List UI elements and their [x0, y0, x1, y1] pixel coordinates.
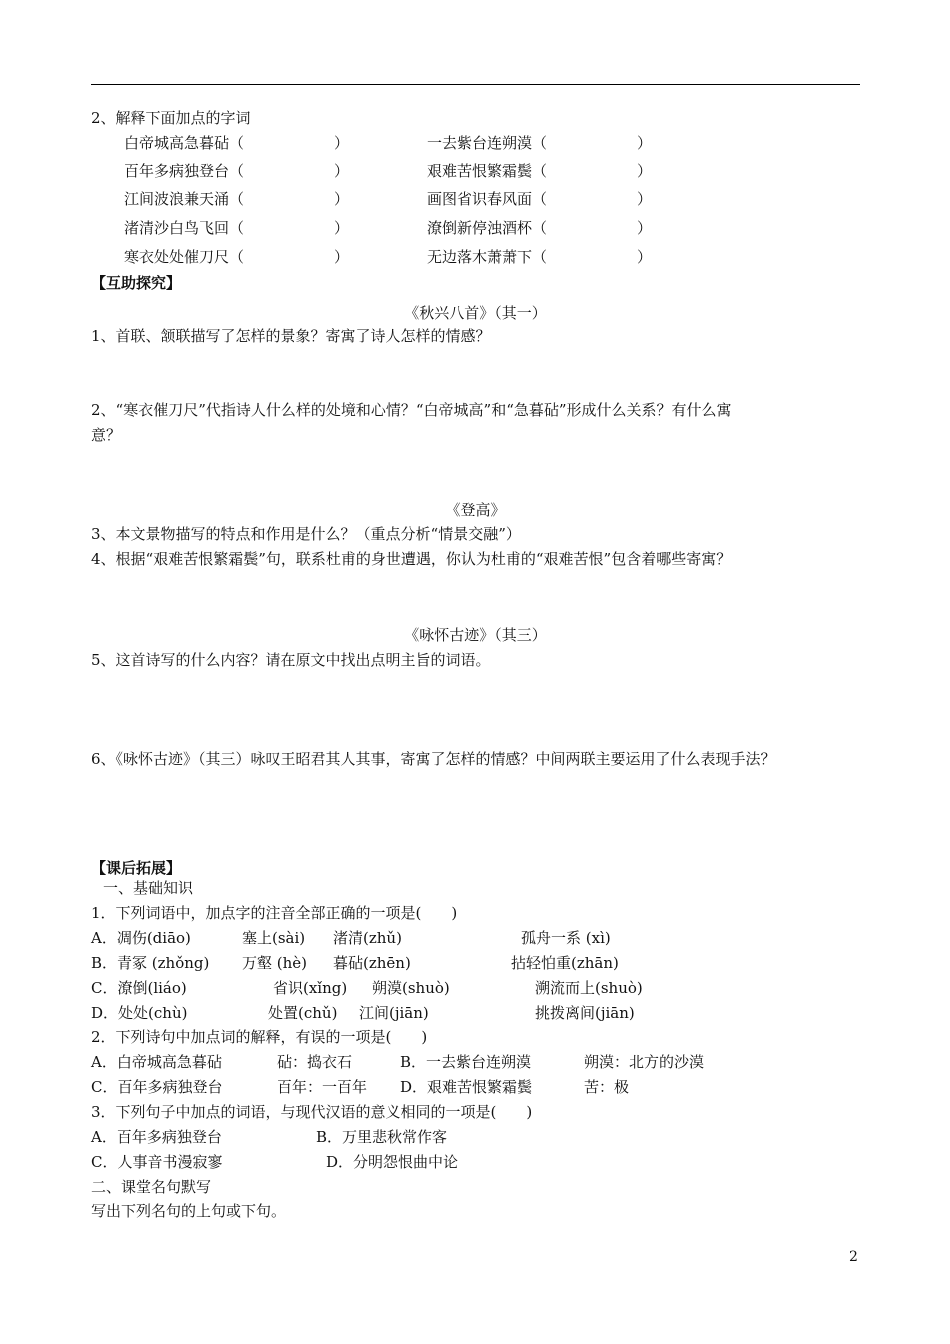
vocab-left-5: 寒衣处处催刀尺（ ）	[124, 248, 350, 266]
poem-title-yonghuai: 《咏怀古迹》（其三）	[404, 626, 547, 644]
vocab-right-5: 无边落木萧萧下（ ）	[427, 248, 653, 266]
mc3-option-a: A．百年多病独登台	[91, 1128, 222, 1146]
vocab-right-3: 画图省识春风面（ ）	[427, 190, 653, 208]
mc1-option-a-3: 渚清(zhǔ)	[333, 929, 402, 947]
mc1-option-a-4: 孤舟一系 (xì)	[521, 929, 611, 947]
vocab-right-1: 一去紫台连朔漠（ ）	[427, 134, 653, 152]
mc2-option-d-gloss: 苦：极	[584, 1078, 630, 1096]
mc3-option-d: D．分明怨恨曲中论	[326, 1153, 459, 1171]
mc2-option-b-gloss: 朔漠：北方的沙漠	[584, 1053, 705, 1071]
mc3-option-b: B．万里悲秋常作客	[316, 1128, 448, 1146]
poem-title-denggao: 《登高》	[445, 501, 506, 519]
poem-title-qiuxing: 《秋兴八首》（其一）	[404, 304, 547, 322]
mc1-option-c-1: C．潦倒(liáo)	[91, 979, 187, 997]
vocab-right-2: 艰难苦恨繁霜鬓（ ）	[427, 162, 653, 180]
mc1-option-c-3: 朔漠(shuò)	[372, 979, 450, 997]
section-heading-explore: 【互助探究】	[91, 274, 182, 292]
mc1-option-a-1: A．凋伤(diāo)	[91, 929, 191, 947]
mc1-option-b-2: 万壑 (hè)	[242, 954, 308, 972]
explore-question-2-line2: 意？	[91, 426, 122, 444]
explore-question-6: 6、《咏怀古迹》（其三）咏叹王昭君其人其事，寄寓了怎样的情感？中间两联主要运用了什么表现手法？	[91, 750, 776, 768]
mc1-option-c-2: 省识(xǐng)	[273, 979, 348, 997]
mc2-option-b: B．一去紫台连朔漠	[400, 1053, 532, 1071]
page-number: 2	[849, 1249, 858, 1265]
mc1-option-d-4: 挑拨离间(jiān)	[535, 1004, 635, 1022]
mc1-option-d-2: 处置(chǔ)	[268, 1004, 338, 1022]
explore-question-3: 3、本文景物描写的特点和作用是什么？（重点分析“情景交融”）	[91, 525, 521, 543]
vocab-left-1: 白帝城高急暮砧（ ）	[124, 134, 350, 152]
question-2-title: 2、解释下面加点的字词	[91, 109, 251, 127]
subsection-recitation: 二、课堂名句默写	[91, 1178, 212, 1196]
mc1-option-b-3: 暮砧(zhēn)	[333, 954, 411, 972]
mc2-option-a: A．白帝城高急暮砧	[91, 1053, 222, 1071]
mc2-option-a-gloss: 砧：捣衣石	[277, 1053, 353, 1071]
mc1-option-d-1: D．处处(chù)	[91, 1004, 188, 1022]
explore-question-2-line1: 2、“寒衣催刀尺”代指诗人什么样的处境和心情？“白帝城高”和“急暮砧”形成什么关系？有什么寓	[91, 401, 732, 419]
vocab-left-4: 渚清沙白鸟飞回（ ）	[124, 219, 350, 237]
mc-question-3: 3．下列句子中加点的词语，与现代汉语的意义相同的一项是( )	[91, 1103, 533, 1121]
recitation-instruction: 写出下列名句的上句或下句。	[91, 1202, 287, 1220]
mc1-option-b-4: 拈轻怕重(zhān)	[511, 954, 619, 972]
subsection-basic-knowledge: 一、基础知识	[103, 879, 194, 897]
mc2-option-c: C．百年多病独登台	[91, 1078, 223, 1096]
mc2-option-c-gloss: 百年：一百年	[277, 1078, 368, 1096]
explore-question-1: 1、首联、颔联描写了怎样的景象？寄寓了诗人怎样的情感？	[91, 327, 491, 345]
mc1-option-c-4: 溯流而上(shuò)	[535, 979, 643, 997]
mc-question-2: 2．下列诗句中加点词的解释，有误的一项是( )	[91, 1028, 428, 1046]
section-heading-extend: 【课后拓展】	[91, 859, 182, 877]
explore-question-5: 5、这首诗写的什么内容？请在原文中找出点明主旨的词语。	[91, 651, 491, 669]
mc1-option-b-1: B．青冢 (zhǒng)	[91, 954, 210, 972]
vocab-left-3: 江间波浪兼天涌（ ）	[124, 190, 350, 208]
mc2-option-d: D．艰难苦恨繁霜鬓	[400, 1078, 533, 1096]
mc1-option-a-2: 塞上(sài)	[242, 929, 306, 947]
header-rule	[91, 84, 860, 85]
vocab-left-2: 百年多病独登台（ ）	[124, 162, 350, 180]
mc1-option-d-3: 江间(jiān)	[359, 1004, 429, 1022]
vocab-right-4: 潦倒新停浊酒杯（ ）	[427, 219, 653, 237]
mc3-option-c: C．人事音书漫寂寥	[91, 1153, 223, 1171]
explore-question-4: 4、根据“艰难苦恨繁霜鬓”句，联系杜甫的身世遭遇，你认为杜甫的“艰难苦恨”包含着哪些寄寓？	[91, 550, 732, 568]
mc-question-1: 1．下列词语中，加点字的注音全部正确的一项是( )	[91, 904, 458, 922]
